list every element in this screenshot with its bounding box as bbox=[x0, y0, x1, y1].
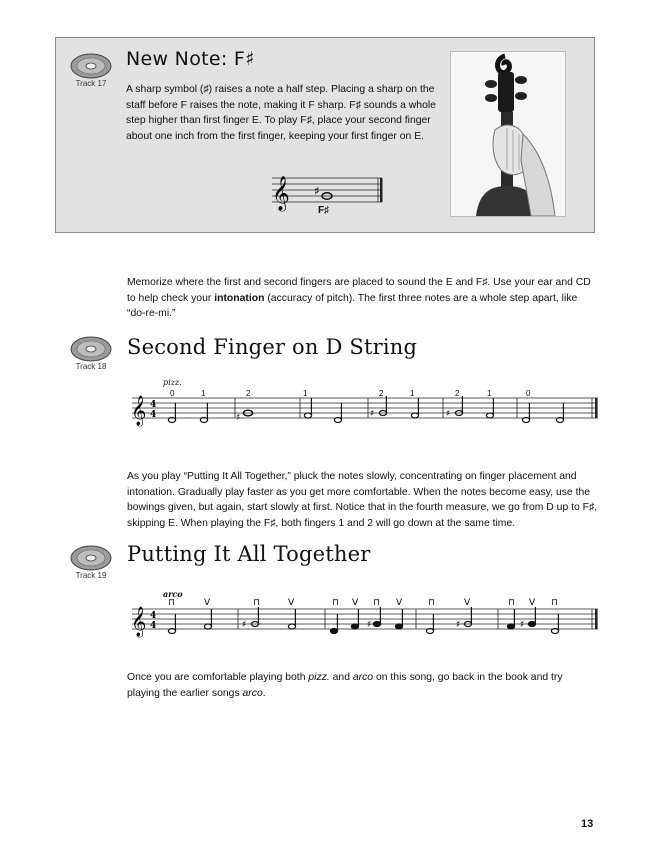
sharp-icon: ♯ bbox=[242, 620, 247, 630]
arco-marking: arco bbox=[163, 589, 183, 599]
fingering-number: 0 bbox=[170, 389, 175, 398]
note-group bbox=[379, 396, 418, 418]
track-label: Track 18 bbox=[75, 362, 107, 371]
music-staff bbox=[270, 172, 390, 220]
sharp-icon: ♯ bbox=[367, 620, 372, 630]
pizz-marking: pizz. bbox=[163, 378, 182, 387]
svg-text:V: V bbox=[529, 598, 536, 608]
note-group bbox=[304, 398, 341, 423]
cd-icon bbox=[69, 544, 113, 572]
cd-icon bbox=[69, 335, 113, 363]
note-group bbox=[455, 396, 493, 418]
svg-text:⊓: ⊓ bbox=[332, 598, 340, 608]
cd-icon bbox=[69, 52, 113, 80]
fingering-number: 2 bbox=[379, 389, 384, 398]
svg-text:4: 4 bbox=[150, 621, 157, 631]
sharp-icon: ♯ bbox=[314, 184, 320, 198]
paragraph: As you play “Putting It All Together,” pluck the notes slowly, concentrating on finger placement and intonation. Gradually play faster as you get more comfortable. When the notes become easy, use the bowings given, but again, start slowly at first. Notice that in the fourth measure, we go from D up to F♯, skipping E. When playing the F♯, both fingers 1 and 2 will go down at the same time. bbox=[127, 471, 598, 529]
time-signature: 4 bbox=[150, 400, 157, 410]
section-title: New Note: F♯ bbox=[126, 48, 255, 70]
svg-text:⊓: ⊓ bbox=[373, 598, 381, 608]
music-staff bbox=[128, 597, 608, 641]
svg-text:V: V bbox=[464, 598, 471, 608]
svg-text:⊓: ⊓ bbox=[428, 598, 436, 608]
svg-text:4: 4 bbox=[150, 410, 157, 420]
svg-text:V: V bbox=[396, 598, 403, 608]
fingering-number: 2 bbox=[246, 389, 251, 398]
fingering-number: 1 bbox=[487, 389, 492, 398]
intro-paragraph: Memorize where the first and second fingers are placed to sound the E and F♯. Use your ear and CD to help check your intonation (accuracy of pitch). The first three notes are a whole step apart, like “do-re-mi.” bbox=[127, 277, 591, 319]
track-label: Track 19 bbox=[75, 571, 107, 580]
fingering-number: 1 bbox=[303, 389, 308, 398]
closing-paragraph: Once you are comfortable playing both pizz. and arco on this song, go back in the book and try playing the earlier songs arco. bbox=[127, 672, 563, 699]
treble-clef-icon: 𝄞 bbox=[131, 396, 147, 426]
treble-clef-icon: 𝄞 bbox=[272, 176, 290, 211]
section-title: Putting It All Together bbox=[127, 542, 371, 566]
fingering-number: 1 bbox=[201, 389, 206, 398]
treble-clef-icon: 𝄞 bbox=[131, 607, 147, 637]
svg-text:V: V bbox=[352, 598, 359, 608]
note-group bbox=[251, 607, 295, 629]
section-title: Second Finger on D String bbox=[127, 335, 418, 359]
sharp-icon: ♯ bbox=[370, 409, 375, 419]
paragraph: A sharp symbol (♯) raises a note a half step. Placing a sharp on the staff before F raises the note, making it F sharp. F♯ sounds a whole step higher than first finger E. To play F♯, place your second finger about one inch from the first finger, keeping your first finger on E. bbox=[126, 84, 436, 142]
svg-text:⊓: ⊓ bbox=[253, 598, 261, 608]
page-number: 13 bbox=[581, 818, 594, 830]
svg-text:⊓: ⊓ bbox=[508, 598, 516, 608]
fingering-number: 2 bbox=[455, 389, 460, 398]
sharp-icon: ♯ bbox=[446, 409, 451, 419]
sharp-icon: ♯ bbox=[236, 413, 241, 423]
violin-photo bbox=[450, 51, 566, 217]
violin-hand-illustration bbox=[451, 52, 565, 216]
bowing-marks bbox=[168, 598, 558, 608]
fingering-number: 0 bbox=[526, 389, 531, 398]
time-signature: 4 bbox=[150, 611, 157, 621]
note-group bbox=[426, 607, 471, 634]
note-group bbox=[168, 609, 211, 634]
track-label: Track 17 bbox=[75, 79, 107, 88]
music-staff bbox=[128, 388, 608, 428]
svg-text:⊓: ⊓ bbox=[168, 598, 176, 608]
fingering-number: 1 bbox=[410, 389, 415, 398]
svg-text:V: V bbox=[204, 598, 211, 608]
sharp-icon: ♯ bbox=[456, 620, 461, 630]
sharp-icon: ♯ bbox=[520, 620, 525, 630]
note-label: F♯ bbox=[318, 205, 330, 216]
svg-text:V: V bbox=[288, 598, 295, 608]
svg-text:⊓: ⊓ bbox=[551, 598, 559, 608]
